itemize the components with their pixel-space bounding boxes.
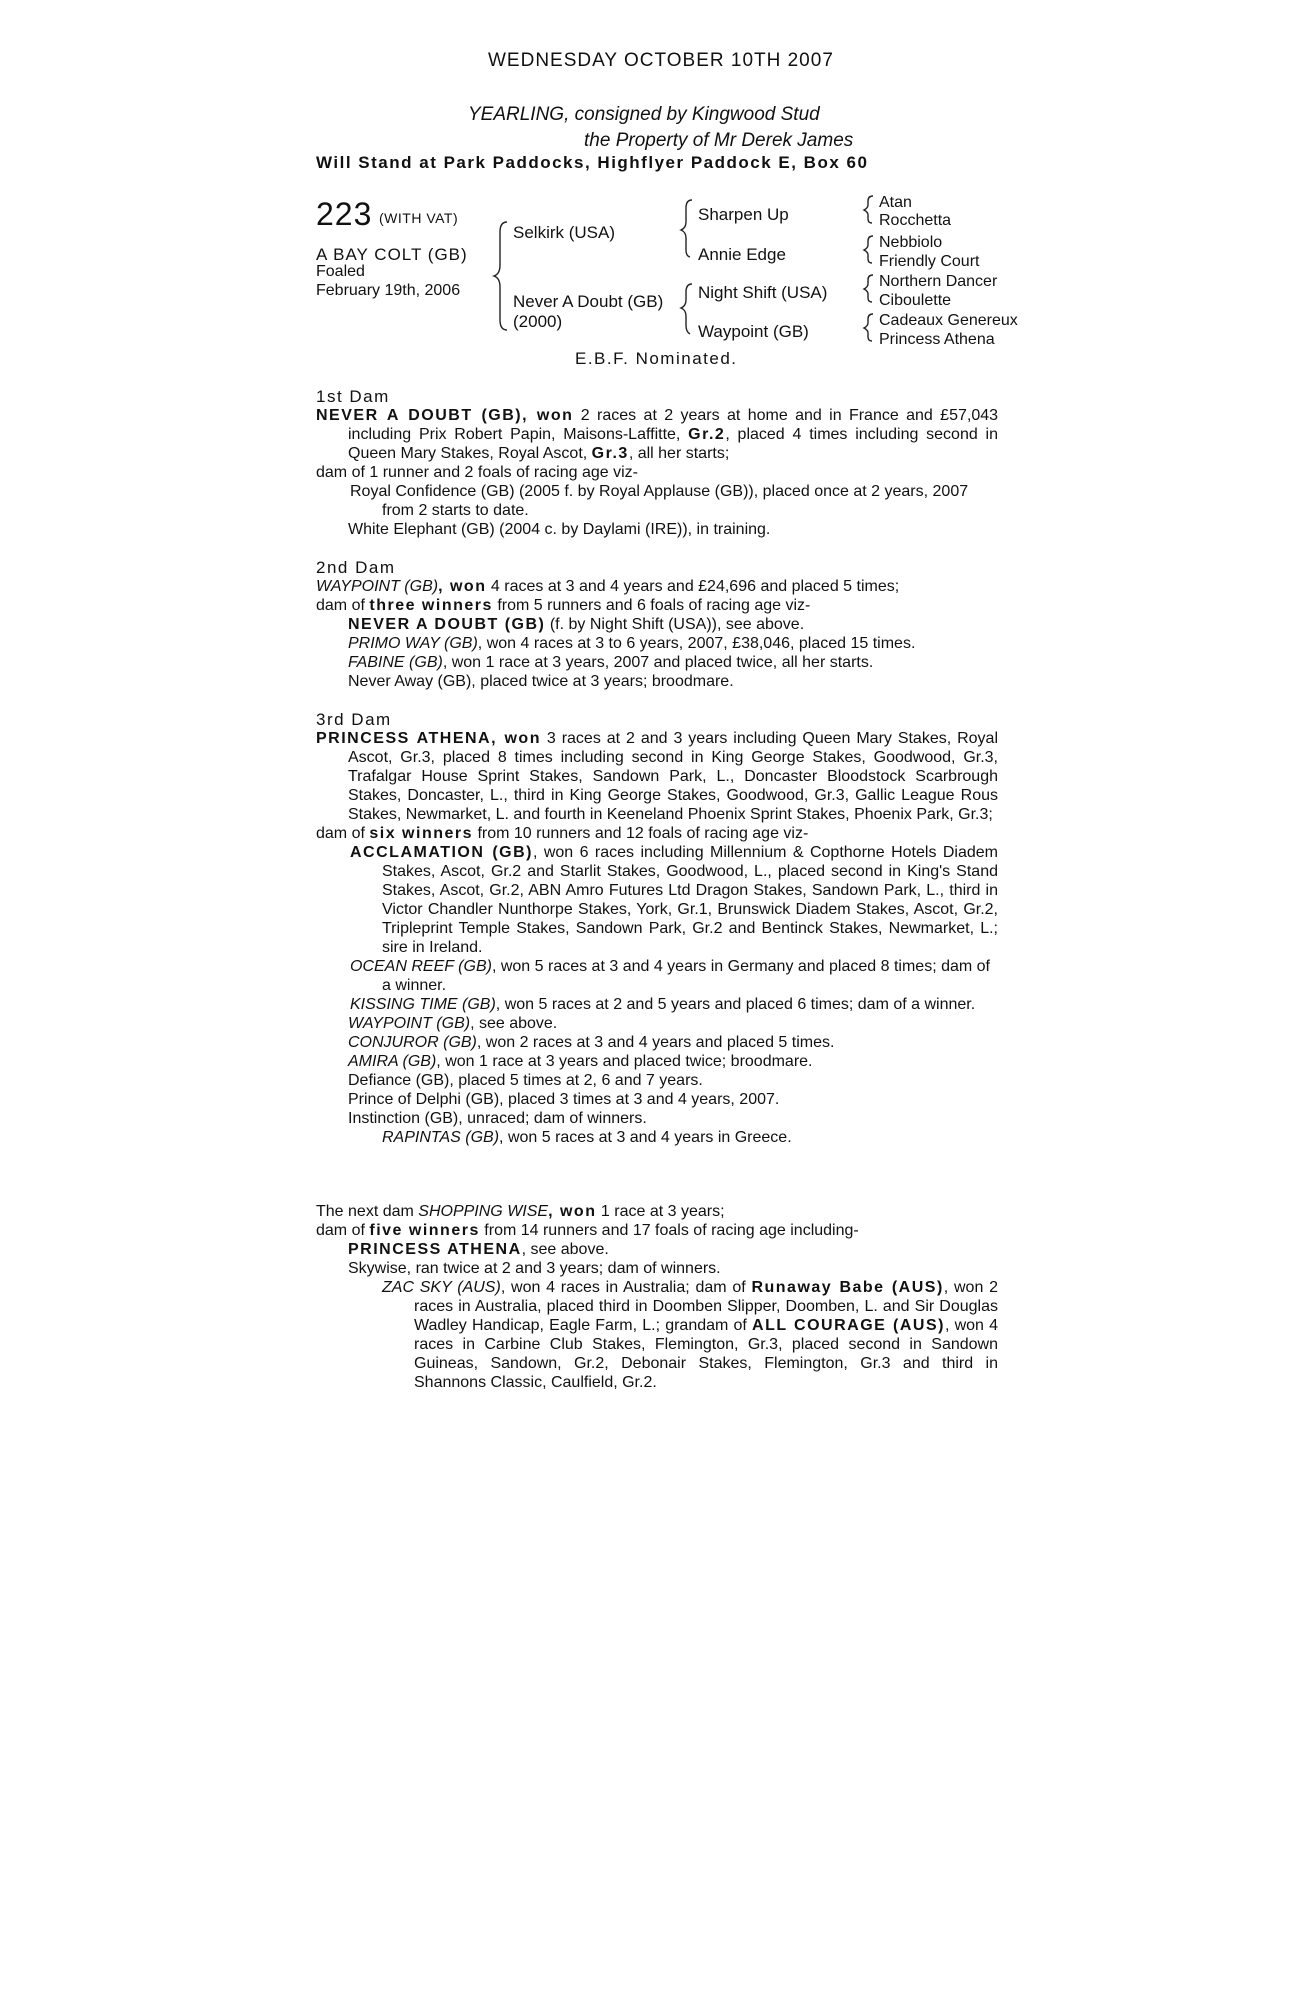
first-dam-produce-item: White Elephant (GB) (2004 c. by Daylami (IRE)), in training. xyxy=(348,521,771,538)
second-dam-section xyxy=(316,558,998,691)
third-dam-text: 3 races at 2 and 3 years including Queen Mary Stakes, Royal Ascot, Gr.3, placed 8 times including second in King George Stakes, Goodwood, Gr.3, Trafalgar House Sprint Stakes, Sandown Park, L., Doncaster Bloodstock Scarbrough Stakes, Doncaster, L., third in King George Stakes, Goodwood, Gr.3, Gallic League Rous Stakes, Newmarket, L. and fourth in Keeneland Phoenix Sprint Stakes, Phoenix Park, Gr.3; xyxy=(348,730,999,823)
first-dam-produce-intro: dam of 1 runner and 2 foals of racing age viz- xyxy=(316,464,638,481)
dam-year: (2000) xyxy=(513,312,563,331)
produce-name: RAPINTAS (GB) xyxy=(382,1129,500,1146)
foaled-label: Foaled xyxy=(316,263,365,280)
produce-text: , won 1 race at 3 years, 2007 and placed twice, all her starts. xyxy=(442,654,874,671)
winners-count: three winners xyxy=(369,597,493,614)
second-dam-name: WAYPOINT (GB) xyxy=(316,578,439,595)
produce-text: , won 2 races in Australia, placed third in Doomben Slipper, Doomben, L. and Sir Douglas Wadley Handicap, Eagle Farm, L.; grandam of xyxy=(414,1279,998,1334)
foaled-date: February 19th, 2006 xyxy=(316,282,461,299)
produce-name: NEVER A DOUBT (GB) xyxy=(348,616,546,633)
sire-dam: Annie Edge xyxy=(698,245,786,264)
ddd: Princess Athena xyxy=(879,331,995,348)
produce-intro: from 5 runners and 6 foals of racing age viz- xyxy=(492,597,811,614)
next-dam-name: SHOPPING WISE xyxy=(418,1203,549,1220)
ebf-note: E.B.F. Nominated. xyxy=(575,349,738,368)
produce-text: , won 6 races including Millennium & Copthorne Hotels Diadem Stakes, Ascot, Gr.2 and Starlit Stakes, Goodwood, L., placed second in King's Stand Stakes, Ascot, Gr.2, ABN Amro Futures Ltd Dragon Stakes, Sandown Park, L., third in Victor Chandler Nunthorpe Stakes, York, Gr.1, Brunswick Diadem Stakes, Ascot, Gr.2, Tripleprint Temple Stakes, Sandown Park, Gr.2 and Bentinck Stakes, Newmarket, L.; sire in Ireland. xyxy=(382,844,999,956)
produce-item: Skywise, ran twice at 2 and 3 years; dam of winners. xyxy=(348,1260,721,1277)
next-dam-section xyxy=(316,1202,998,1392)
produce-text: , see above. xyxy=(470,1015,558,1032)
produce-item: Never Away (GB), placed twice at 3 years; broodmare. xyxy=(348,673,734,690)
produce-name: PRIMO WAY (GB) xyxy=(348,635,478,652)
first-dam-text: 2 races at 2 years at home and in France and £57,043 including Prix Robert Papin, Maisons-Laffitte, xyxy=(348,407,999,443)
first-dam-name: NEVER A DOUBT (GB) xyxy=(316,407,523,424)
first-dam-won: , won xyxy=(522,407,574,424)
sss: Atan xyxy=(879,194,912,211)
first-dam-section xyxy=(316,387,998,539)
won-label: , won xyxy=(438,578,487,595)
dam-sire: Night Shift (USA) xyxy=(698,283,828,302)
produce-text: , see above. xyxy=(521,1241,609,1258)
first-dam-text: , placed 4 times including second in Queen Mary Stakes, Royal Ascot, xyxy=(348,426,999,462)
produce-text: , won 4 races in Australia; dam of xyxy=(500,1279,752,1296)
produce-intro: dam of xyxy=(316,1222,370,1239)
produce-name: FABINE (GB) xyxy=(348,654,443,671)
dam-dam: Waypoint (GB) xyxy=(698,322,809,341)
winners-count: five winners xyxy=(369,1222,480,1239)
produce-name: AMIRA (GB) xyxy=(348,1053,437,1070)
next-dam-intro: The next dam xyxy=(316,1203,419,1220)
produce-name: WAYPOINT (GB) xyxy=(348,1015,471,1032)
first-dam-record xyxy=(316,406,998,463)
produce-name: CONJUROR (GB) xyxy=(348,1034,477,1051)
dss: Northern Dancer xyxy=(879,273,998,290)
vat-note: (WITH VAT) xyxy=(379,210,459,226)
dds: Cadeaux Genereux xyxy=(879,312,1018,329)
produce-name: ZAC SKY (AUS) xyxy=(382,1279,501,1296)
produce-item: Prince of Delphi (GB), placed 3 times at 3 and 4 years, 2007. xyxy=(348,1091,780,1108)
sire-name: Selkirk (USA) xyxy=(513,223,616,242)
first-dam-text: , all her starts; xyxy=(628,445,730,462)
consignor-line: YEARLING, consigned by Kingwood Stud xyxy=(468,104,820,125)
produce-intro: dam of xyxy=(316,597,370,614)
produce-text: , won 5 races at 2 and 5 years and placed 6 times; dam of a winner. xyxy=(495,996,976,1013)
next-dam-intro: 1 race at 3 years; xyxy=(596,1203,725,1220)
produce-text: , won 5 races at 3 and 4 years in Germany and placed 8 times; dam of a winner. xyxy=(382,958,990,994)
sale-date: WEDNESDAY OCTOBER 10TH 2007 xyxy=(488,50,834,71)
lot-number: 223 xyxy=(316,196,373,232)
produce-intro: dam of xyxy=(316,825,370,842)
pedigree-brackets xyxy=(0,0,1308,400)
sire-sire: Sharpen Up xyxy=(698,205,789,224)
produce-intro: from 10 runners and 12 foals of racing age viz- xyxy=(473,825,809,842)
produce-text: , won 2 races at 3 and 4 years and placed 5 times. xyxy=(476,1034,835,1051)
produce-text: , won 4 races at 3 to 6 years, 2007, £38,046, placed 15 times. xyxy=(477,635,916,652)
grade-label: Gr.3 xyxy=(591,445,629,462)
property-line: the Property of Mr Derek James xyxy=(584,130,854,151)
first-dam-heading: 1st Dam xyxy=(316,387,390,406)
winners-count: six winners xyxy=(369,825,474,842)
produce-name: PRINCESS ATHENA xyxy=(348,1241,522,1258)
second-dam-heading: 2nd Dam xyxy=(316,558,396,577)
second-dam-text: 4 races at 3 and 4 years and £24,696 and placed 5 times; xyxy=(486,578,900,595)
won-label: , won xyxy=(491,730,541,747)
produce-name: OCEAN REEF (GB) xyxy=(350,958,492,975)
third-dam-section xyxy=(316,710,998,1147)
first-dam-produce-item: Royal Confidence (GB) (2005 f. by Royal Applause (GB)), placed once at 2 years, 2007 from 2 starts to date. xyxy=(350,483,969,519)
stand-location: Will Stand at Park Paddocks, Highflyer Paddock E, Box 60 xyxy=(316,153,869,172)
produce-text: , won 5 races at 3 and 4 years in Greece. xyxy=(499,1129,792,1146)
sdd: Friendly Court xyxy=(879,253,980,270)
produce-name: ACCLAMATION (GB) xyxy=(350,844,533,861)
produce-name: ALL COURAGE (AUS) xyxy=(752,1317,945,1334)
sds: Nebbiolo xyxy=(879,234,943,251)
produce-name: Runaway Babe (AUS) xyxy=(751,1279,944,1296)
produce-item: Instinction (GB), unraced; dam of winners. xyxy=(348,1110,647,1127)
produce-text: , won 4 races in Carbine Club Stakes, Flemington, Gr.3, placed second in Sandown Guineas, Sandown, Gr.2, Debonair Stakes, Flemington, Gr.3 and third in Shannons Classic, Caulfield, Gr.2. xyxy=(414,1317,998,1391)
lot-description: A BAY COLT (GB) xyxy=(316,245,468,264)
produce-intro: from 14 runners and 17 foals of racing age including- xyxy=(479,1222,859,1239)
produce-name: KISSING TIME (GB) xyxy=(350,996,496,1013)
produce-text: (f. by Night Shift (USA)), see above. xyxy=(545,616,805,633)
produce-text: , won 1 race at 3 years and placed twice; broodmare. xyxy=(436,1053,813,1070)
dam-name: Never A Doubt (GB) xyxy=(513,292,664,311)
won-label: , won xyxy=(548,1203,597,1220)
grade-label: Gr.2 xyxy=(688,426,726,443)
dsd: Ciboulette xyxy=(879,292,952,309)
third-dam-name: PRINCESS ATHENA xyxy=(316,730,492,747)
third-dam-heading: 3rd Dam xyxy=(316,710,392,729)
produce-item: Defiance (GB), placed 5 times at 2, 6 and 7 years. xyxy=(348,1072,703,1089)
ssd: Rocchetta xyxy=(879,212,952,229)
